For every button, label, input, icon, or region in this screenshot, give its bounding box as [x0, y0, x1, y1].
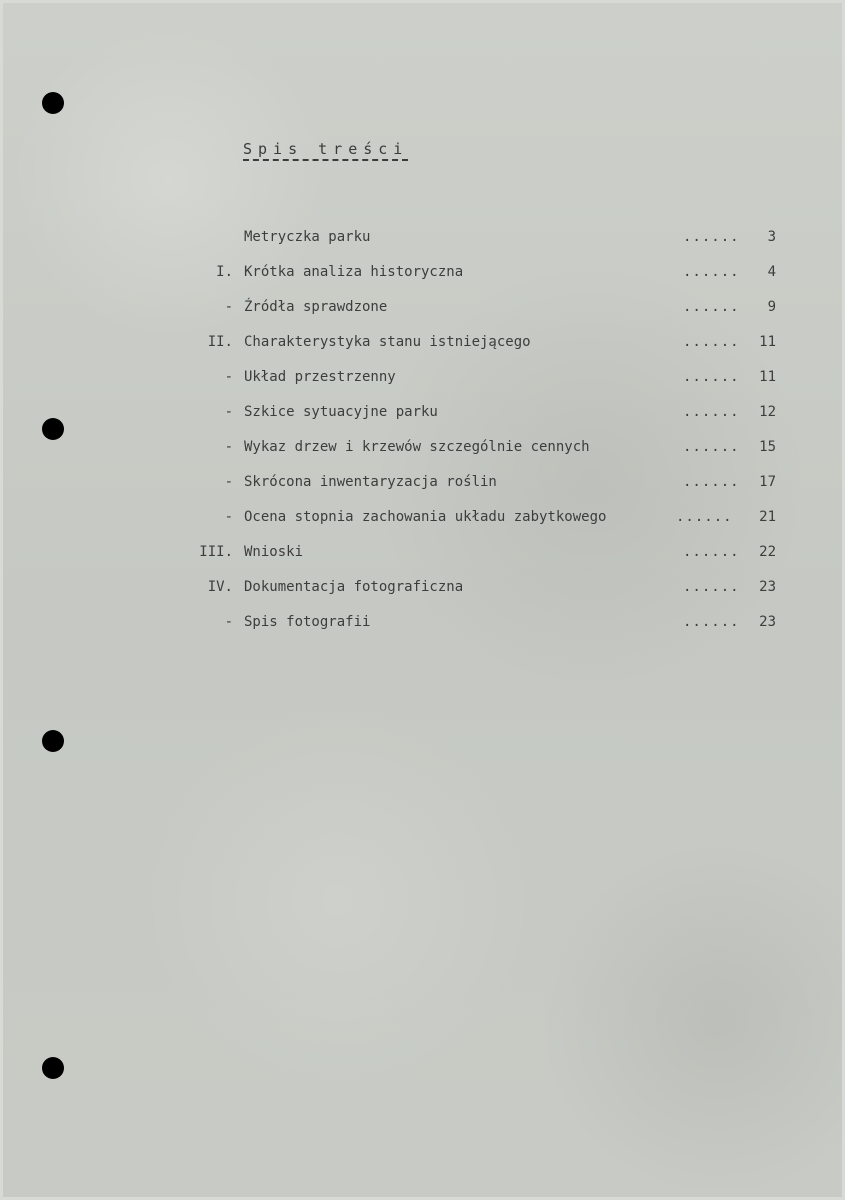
toc-entry-page: 17: [759, 474, 776, 490]
toc-entry: [0, 436, 845, 458]
toc-entry-label: Charakterystyka stanu istniejącego: [244, 334, 531, 350]
toc-entry-number: -: [224, 369, 233, 385]
toc-entry-leader: ......: [683, 439, 740, 455]
toc-entry-leader: ......: [683, 614, 740, 630]
punch-hole: [42, 730, 64, 752]
toc-entry-leader: ......: [683, 544, 740, 560]
toc-entry: [0, 506, 845, 528]
toc-entry-label: Spis fotografii: [244, 614, 371, 630]
toc-entry: [0, 261, 845, 283]
toc-entry: [0, 296, 845, 318]
toc-entry-number: -: [224, 474, 233, 490]
toc-entry-number: II.: [207, 334, 233, 350]
toc-entry-label: Dokumentacja fotograficzna: [244, 579, 464, 595]
toc-entry-page: 21: [759, 509, 776, 525]
toc-entry-number: -: [224, 614, 233, 630]
toc-entry-label: Układ przestrzenny: [244, 369, 396, 385]
toc-entry-page: 12: [759, 404, 776, 420]
toc-entry-number: -: [224, 439, 233, 455]
toc-entry-page: 23: [759, 614, 776, 630]
toc-entry-leader: ......: [683, 229, 740, 245]
toc-entry-label: Wnioski: [244, 544, 304, 560]
toc-entry: [0, 366, 845, 388]
toc-entry-page: 4: [767, 264, 776, 280]
toc-entry-number: III.: [199, 544, 233, 560]
toc-entry-page: 3: [767, 229, 776, 245]
toc-entry: [0, 541, 845, 563]
toc-entry: [0, 331, 845, 353]
toc-entry-page: 11: [759, 334, 776, 350]
toc-entry: [0, 401, 845, 423]
toc-entry: [0, 226, 845, 248]
toc-entry-leader: ......: [683, 264, 740, 280]
toc-entry-label: Krótka analiza historyczna: [244, 264, 464, 280]
toc-entry: [0, 576, 845, 598]
toc-entry-leader: ......: [676, 509, 733, 525]
toc-entry-label: Wykaz drzew i krzewów szczególnie cennych: [244, 439, 590, 455]
toc-entry-number: I.: [216, 264, 233, 280]
toc-entry-leader: ......: [683, 474, 740, 490]
punch-hole: [42, 92, 64, 114]
toc-entry: [0, 611, 845, 633]
toc-entry-number: -: [224, 299, 233, 315]
toc-entry-leader: ......: [683, 369, 740, 385]
punch-hole: [42, 1057, 64, 1079]
page-title: Spis treści: [243, 140, 408, 161]
toc-entry-leader: ......: [683, 334, 740, 350]
toc-entry-page: 22: [759, 544, 776, 560]
toc-entry-leader: ......: [683, 404, 740, 420]
toc-entry-label: Skrócona inwentaryzacja roślin: [244, 474, 497, 490]
toc-entry: [0, 471, 845, 493]
toc-entry-label: Ocena stopnia zachowania układu zabytkowego: [244, 509, 607, 525]
toc-entry-label: Źródła sprawdzone: [244, 299, 388, 315]
toc-entry-label: Metryczka parku: [244, 229, 371, 245]
toc-entry-label: Szkice sytuacyjne parku: [244, 404, 438, 420]
toc-entry-number: -: [224, 404, 233, 420]
toc-entry-page: 15: [759, 439, 776, 455]
toc-entry-page: 23: [759, 579, 776, 595]
toc-entry-page: 11: [759, 369, 776, 385]
toc-entry-page: 9: [767, 299, 776, 315]
toc-entry-number: IV.: [207, 579, 233, 595]
toc-entry-leader: ......: [683, 579, 740, 595]
toc-entry-number: -: [224, 509, 233, 525]
toc-entry-leader: ......: [683, 299, 740, 315]
